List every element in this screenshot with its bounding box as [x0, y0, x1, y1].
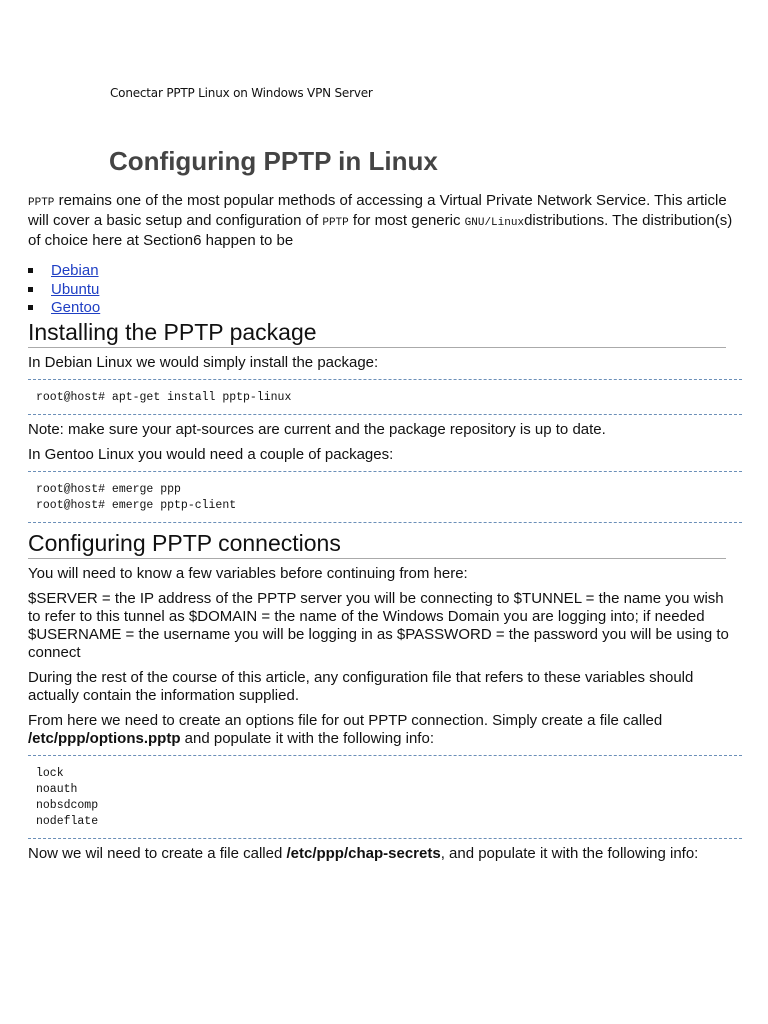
- running-header: Conectar PPTP Linux on Windows VPN Server: [110, 86, 373, 100]
- section-heading-config: Configuring PPTP connections: [28, 529, 726, 559]
- code-line: noauth: [36, 782, 78, 796]
- section-heading-install: Installing the PPTP package: [28, 318, 726, 348]
- list-item: [28, 299, 740, 318]
- code-line: nobsdcomp: [36, 798, 99, 812]
- code-line: nodeflate: [36, 814, 99, 828]
- bullet-icon: [28, 268, 33, 273]
- bullet-icon: [28, 305, 33, 310]
- variables-note: During the rest of the course of this article, any configuration file that refers to these variables should actually contain the information supplied.: [28, 668, 694, 704]
- code-line: root@host# emerge ppp: [36, 482, 181, 496]
- code-block-options: [28, 755, 742, 839]
- debian-install-text: In Debian Linux we would simply install the package:: [28, 353, 379, 371]
- chap-secrets-path: /etc/ppp/chap-secrets: [286, 844, 441, 862]
- pptp-term: PPTP: [28, 197, 55, 209]
- gnu-linux-term: GNU/Linux: [464, 217, 525, 229]
- code-block-debian: [28, 379, 742, 415]
- debian-link[interactable]: Debian: [51, 262, 99, 279]
- note-paragraph: Note: make sure your apt-sources are current and the package repository is up to date.: [28, 420, 606, 438]
- code-line: root@host# emerge pptp-client: [36, 498, 237, 512]
- intro-text-2: for most generic: [348, 212, 465, 229]
- options-text-b: and populate it with the following info:: [180, 729, 434, 747]
- article-body: [28, 192, 740, 870]
- list-item: [28, 281, 740, 300]
- gentoo-link[interactable]: Gentoo: [51, 299, 101, 316]
- options-file-path: /etc/ppp/options.pptp: [28, 729, 181, 747]
- options-text-a: From here we need to create an options file for out PPTP connection. Simply create a file called: [28, 711, 663, 729]
- ubuntu-link[interactable]: Ubuntu: [51, 280, 100, 298]
- options-file-paragraph: [28, 712, 740, 748]
- pptp-term: PPTP: [322, 217, 349, 229]
- chap-text-b: , and populate it with the following info:: [440, 844, 699, 862]
- distribution-list: [28, 262, 740, 318]
- article-title: Configuring PPTP in Linux: [109, 146, 438, 176]
- variables-description: $SERVER = the IP address of the PPTP server you will be connecting to $TUNNEL = the name you wish to refer to this tunnel as $DOMAIN = the name of the Windows Domain you are logging into; if needed $USERNAME = the username you will be logging in as $PASSWORD = the password you will be using to connect: [28, 589, 729, 661]
- bullet-icon: [28, 287, 33, 292]
- intro-text-3: distributions. The distribution(s) of choice here at Section6 happen to be: [28, 212, 733, 249]
- intro-text-1: remains one of the most popular methods of accessing a Virtual Private Network Service. This article will cover a basic setup and configuration of: [28, 192, 727, 229]
- code-line: lock: [36, 766, 64, 780]
- gentoo-install-text: In Gentoo Linux you would need a couple of packages:: [28, 445, 394, 463]
- chap-text-a: Now we wil need to create a file called: [28, 844, 287, 862]
- variables-intro: You will need to know a few variables before continuing from here:: [28, 564, 468, 582]
- intro-paragraph: [28, 192, 740, 250]
- list-item: [28, 262, 740, 281]
- chap-secrets-paragraph: [28, 845, 740, 863]
- code-line: root@host# apt-get install pptp-linux: [36, 390, 292, 404]
- code-block-gentoo: [28, 471, 742, 523]
